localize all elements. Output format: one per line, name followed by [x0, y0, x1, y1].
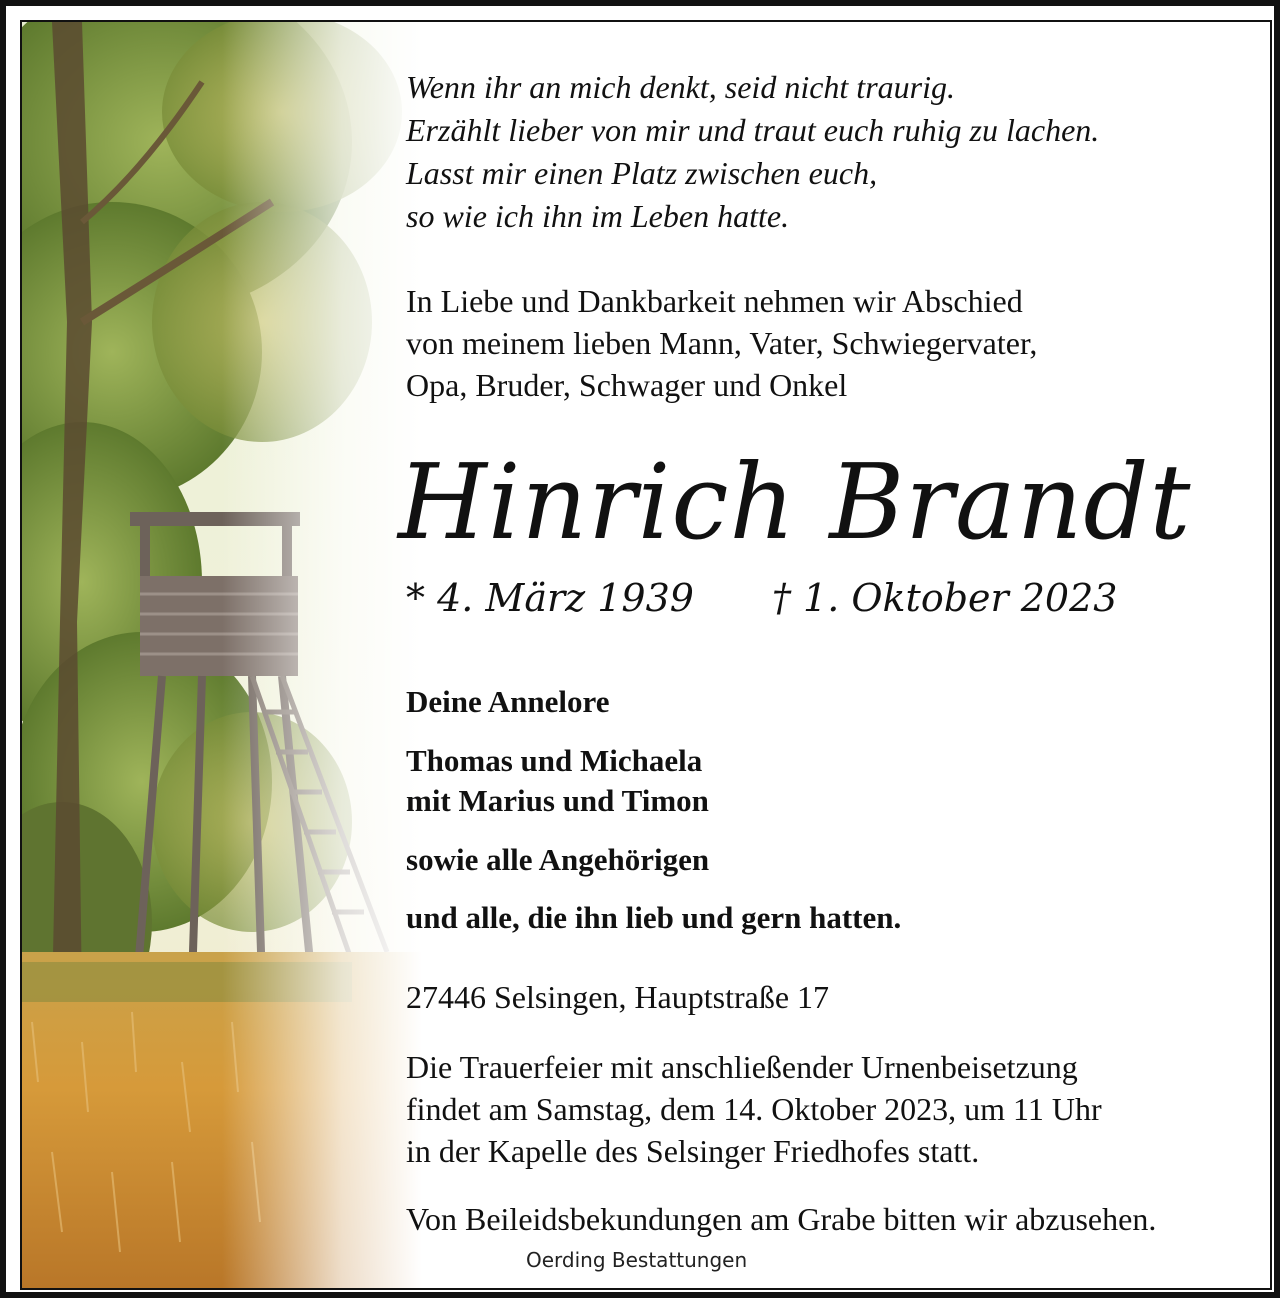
intro-line: In Liebe und Dankbarkeit nehmen wir Abschied: [406, 283, 1023, 319]
funeral-notice: [406, 1046, 1102, 1172]
landscape-photo: [22, 22, 422, 1290]
birth-date: * 4. März 1939: [406, 576, 694, 620]
address: 27446 Selsingen, Hauptstraße 17: [406, 979, 830, 1015]
obituary-inner-frame: [20, 20, 1272, 1290]
mourner-grandchildren-line: mit Marius und Timon: [406, 783, 709, 818]
poem: [406, 66, 1099, 238]
poem-line: Erzählt lieber von mir und traut euch ruhig zu lachen.: [406, 112, 1100, 148]
condolence-request: Von Beileidsbekundungen am Grabe bitten wir abzusehen.: [406, 1201, 1157, 1237]
funeral-line: Die Trauerfeier mit anschließender Urnenbeisetzung: [406, 1049, 1078, 1085]
mourner-relatives: [406, 840, 709, 880]
intro-line: Opa, Bruder, Schwager und Onkel: [406, 367, 848, 403]
mourner-children: [406, 741, 709, 821]
funeral-line: in der Kapelle des Selsinger Friedhofes statt.: [406, 1133, 980, 1169]
life-dates: [406, 574, 1117, 622]
mourner-spouse-text: Deine Annelore: [406, 684, 610, 719]
mourner-friends-text: und alle, die ihn lieb und gern hatten.: [406, 900, 902, 935]
mourner-spouse: [406, 682, 610, 722]
death-date: † 1. Oktober 2023: [771, 576, 1118, 620]
undertaker-credit: Oerding Bestattungen: [526, 1248, 748, 1272]
mourner-children-line: Thomas und Michaela: [406, 743, 703, 778]
poem-line: Wenn ihr an mich denkt, seid nicht traurig.: [406, 69, 955, 105]
deceased-name: Hinrich Brandt: [398, 441, 1192, 563]
farewell-intro: [406, 280, 1037, 406]
funeral-line: findet am Samstag, dem 14. Oktober 2023, um 11 Uhr: [406, 1091, 1102, 1127]
intro-line: von meinem lieben Mann, Vater, Schwiegervater,: [406, 325, 1038, 361]
mourner-relatives-text: sowie alle Angehörigen: [406, 842, 710, 877]
mourner-friends: [406, 898, 901, 938]
poem-line: Lasst mir einen Platz zwischen euch,: [406, 155, 878, 191]
poem-line: so wie ich ihn im Leben hatte.: [406, 198, 790, 234]
